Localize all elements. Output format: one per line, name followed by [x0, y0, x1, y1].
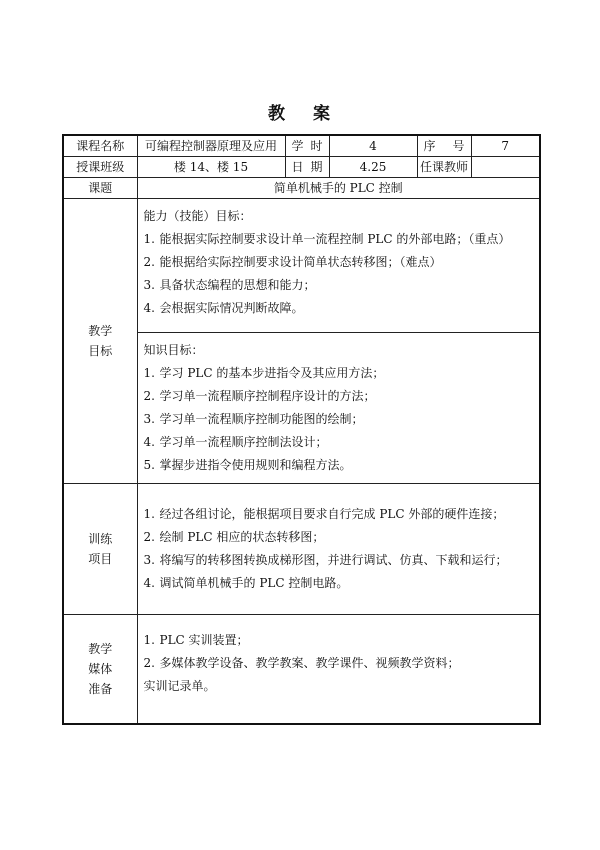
lesson-plan-table: [62, 134, 541, 725]
seq-label-2: 号: [452, 139, 465, 154]
media-label-1: 教学: [88, 641, 113, 656]
list-item: 2. 能根据给实际控制要求设计简单状态转移图；（难点）: [143, 254, 442, 269]
ability-heading: 能力（技能）目标：: [143, 208, 252, 223]
list-item: 实训记录单。: [143, 678, 216, 693]
media-row: [63, 614, 540, 724]
title-char-2: 案: [313, 104, 332, 124]
training-label-2: 项目: [88, 551, 113, 566]
knowledge-objectives: [137, 332, 540, 483]
objectives-label-2: 目标: [88, 343, 113, 358]
topic-label: 课题: [63, 177, 137, 198]
objectives-label-1: 教学: [88, 323, 113, 338]
course-name-label: 课程名称: [63, 135, 137, 156]
list-item: 4. 调试简单机械手的 PLC 控制电路。: [143, 575, 349, 590]
list-item: 4. 会根据实际情况判断故障。: [143, 300, 304, 315]
list-item: 3. 将编写的转移图转换成梯形图，并进行调试、仿真、下载和运行；: [143, 552, 508, 567]
title-char-1: 教: [268, 104, 287, 124]
training-row: [63, 483, 540, 614]
media-items: [137, 614, 540, 724]
media-label-2: 媒体: [88, 661, 113, 676]
objectives-ability-row: [63, 198, 540, 332]
list-item: 3. 具备状态编程的思想和能力；: [143, 277, 316, 292]
date-label-2: 期: [310, 160, 323, 174]
class-label: 授课班级: [63, 156, 137, 177]
list-item: 2. 绘制 PLC 相应的状态转移图；: [143, 529, 325, 544]
training-label-1: 训练: [88, 531, 113, 546]
list-item: 1. 能根据实际控制要求设计单一流程控制 PLC 的外部电路；（重点）: [143, 231, 511, 246]
training-items: [137, 483, 540, 614]
hours-label-2: 时: [310, 139, 323, 154]
seq-value: 7: [471, 135, 540, 156]
date-label: [285, 156, 329, 177]
teacher-value: [471, 156, 540, 177]
list-item: 4. 学习单一流程顺序控制法设计；: [143, 434, 328, 449]
header-row-1: [63, 135, 540, 156]
list-item: 2. 学习单一流程顺序控制程序设计的方法；: [143, 388, 376, 403]
hours-value: 4: [329, 135, 417, 156]
course-name-value: 可编程控制器原理及应用: [137, 135, 285, 156]
media-label: [63, 614, 137, 724]
knowledge-heading: 知识目标：: [143, 342, 204, 357]
list-item: 3. 学习单一流程顺序控制功能图的绘制；: [143, 411, 364, 426]
list-item: 1. PLC 实训装置；: [143, 632, 249, 647]
topic-row: [63, 177, 540, 198]
hours-label-1: 学: [291, 139, 304, 154]
topic-value: 简单机械手的 PLC 控制: [137, 177, 540, 198]
seq-label-1: 序: [423, 139, 436, 154]
header-row-2: [63, 156, 540, 177]
ability-objectives: [137, 198, 540, 332]
date-label-1: 日: [291, 160, 304, 174]
list-item: 5. 掌握步进指令使用规则和编程方法。: [143, 457, 352, 472]
list-item: 1. 经过各组讨论，能根据项目要求自行完成 PLC 外部的硬件连接；: [143, 506, 505, 521]
objectives-label: [63, 198, 137, 483]
hours-label: [285, 135, 329, 156]
class-value: 楼 14、楼 15: [137, 156, 285, 177]
media-label-3: 准备: [88, 681, 113, 696]
date-value: 4.25: [329, 156, 417, 177]
seq-label: [417, 135, 471, 156]
page-title: [0, 99, 600, 124]
list-item: 2. 多媒体教学设备、教学教案、教学课件、视频教学资料；: [143, 655, 460, 670]
list-item: 1. 学习 PLC 的基本步进指令及其应用方法；: [143, 365, 385, 380]
teacher-label: 任课教师: [417, 156, 471, 177]
training-label: [63, 483, 137, 614]
